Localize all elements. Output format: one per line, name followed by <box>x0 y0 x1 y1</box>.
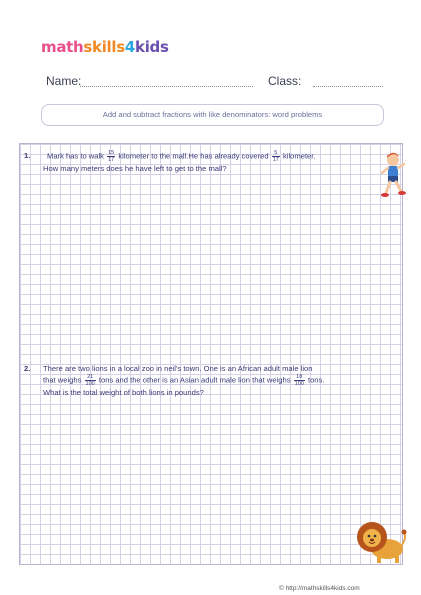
copyright-footer: © http://mathskills4kids.com <box>279 585 360 592</box>
question-number: 1. <box>24 151 31 160</box>
lion-icon <box>355 515 407 565</box>
worksheet-topic: Add and subtract fractions with like denominators: word problems <box>41 104 384 126</box>
question-2: 2. There are two lions in a local zoo in neil's town. One is an African adult male lion that weighs $\frac{21}{100}$ tons and the other is an Asian adult male lion that weighs $\frac{18}{100}$ tons. What is the total weight of both lions in pounds? <box>24 364 325 397</box>
fraction: $\frac{21}{100}$ <box>85 374 95 387</box>
question-1: 1. Mark has to walk $\frac{15}{17}$ kilometer to the mall.He has already covered $\frac{5}{17}$ kilometer. How many meters does he have left to get to the mall? <box>24 150 316 173</box>
class-line[interactable] <box>313 86 383 87</box>
fraction: $\frac{18}{100}$ <box>294 374 304 387</box>
running-boy-icon <box>379 151 407 201</box>
fraction: $\frac{5}{17}$ <box>272 150 279 163</box>
name-label: Name: <box>46 74 82 88</box>
name-line[interactable] <box>80 86 253 87</box>
class-label: Class: <box>268 74 302 88</box>
site-logo: mathskills4kids <box>41 38 169 56</box>
fraction: $\frac{15}{17}$ <box>108 150 115 163</box>
question-number: 2. <box>24 364 31 373</box>
grid-paper <box>19 143 403 565</box>
